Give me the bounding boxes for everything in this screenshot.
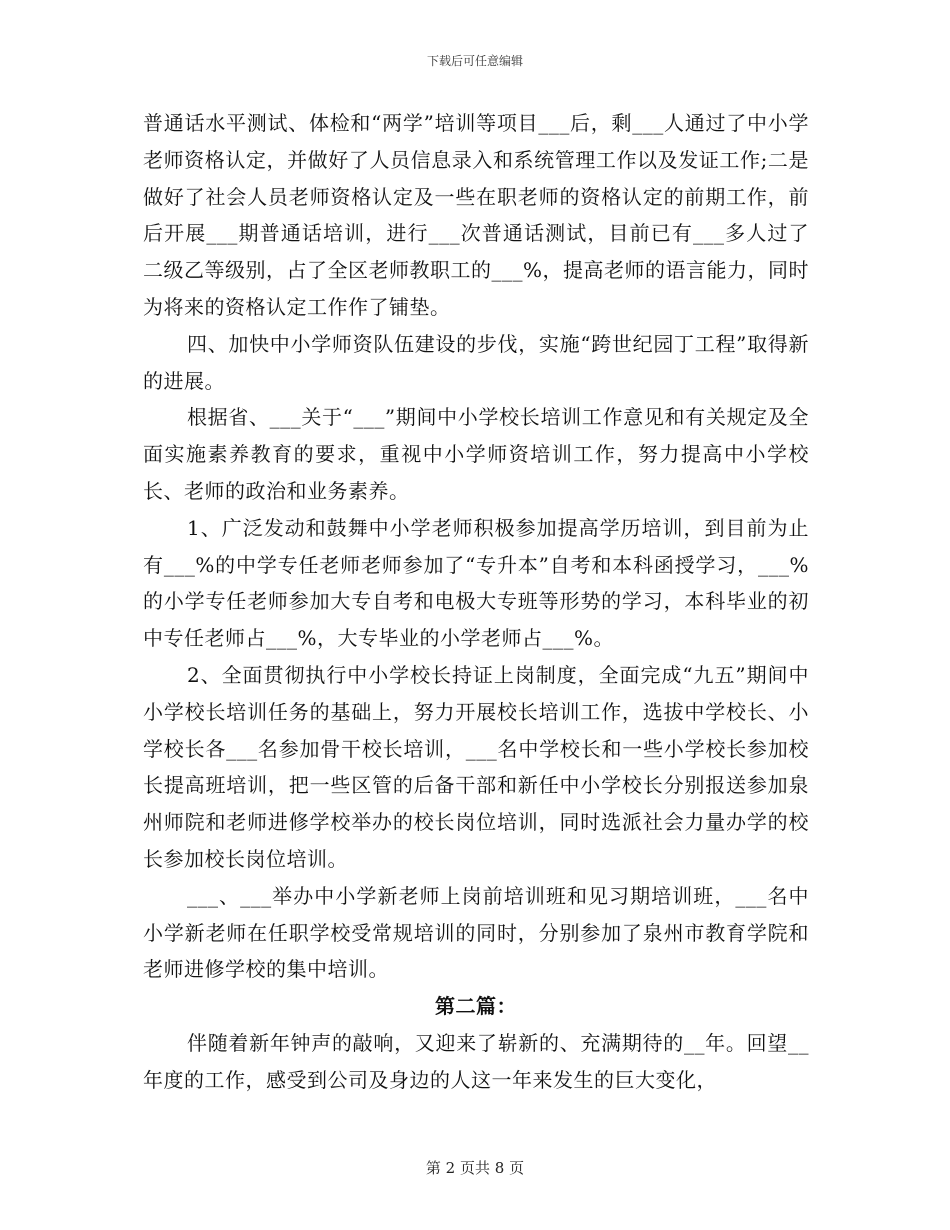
section-title: 第二篇： xyxy=(435,994,517,1019)
paragraph-section-four-heading: 四、加快中小学师资队伍建设的步伐，实施“跨世纪园丁工程”取得新的进展。 xyxy=(143,331,809,393)
paragraph-second-part-intro: 伴随着新年钟声的敲响，又迎来了崭新的、充满期待的__年。回望__年度的工作，感受到公司及身边的人这一年来发生的巨大变化， xyxy=(143,1030,809,1092)
page-header: 下载后可任意编辑 xyxy=(426,54,523,68)
paragraph-item-1: 1、广泛发动和鼓舞中小学老师积极参加提高学历培训，到目前为止有___%的中学专任老师老师参加了“专升本”自考和本科函授学习，___%的小学专任老师参加大专自考和电极大专班等形势的学习，本科毕业的初中专任老师占___%，大专毕业的小学老师占___%。 xyxy=(143,515,809,651)
paragraph-new-teacher-training: ___、___举办中小学新老师上岗前培训班和见习期培训班，___名中小学新老师在任职学校受常规培训的同时，分别参加了泉州市教育学院和老师进修学校的集中培训。 xyxy=(143,883,809,982)
paragraph-item-2: 2、全面贯彻执行中小学校长持证上岗制度，全面完成“九五”期间中小学校长培训任务的基础上，努力开展校长培训工作，选拔中学校长、小学校长各___名参加骨干校长培训，___名中学校长和一些小学校长参加校长提高班培训，把一些区管的后备干部和新任中小学校长分别报送参加泉州师院和老师进修学校举办的校长岗位培训，同时选派社会力量办学的校长参加校长岗位培训。 xyxy=(143,662,809,871)
page-number: 第 2 页共 8 页 xyxy=(425,1159,525,1177)
paragraph-continuation: 普通话水平测试、体检和“两学”培训等项目___后，剩___人通过了中小学老师资格认定，并做好了人员信息录入和系统管理工作以及发证工作;二是做好了社会人员老师资格认定及一些在职老师的资格认定的前期工作，前后开展___期普通话培训，进行___次普通话测试，目前已有___多人过了二级乙等级别，占了全区老师教职工的___%，提高老师的语言能力，同时为将来的资格认定工作作了铺垫。 xyxy=(143,111,810,319)
document-body xyxy=(143,105,809,1099)
paragraph-training-policy: 根据省、___关于“___”期间中小学校长培训工作意见和有关规定及全面实施素养教育的要求，重视中小学师资培训工作，努力提高中小学校长、老师的政治和业务素养。 xyxy=(143,405,809,503)
